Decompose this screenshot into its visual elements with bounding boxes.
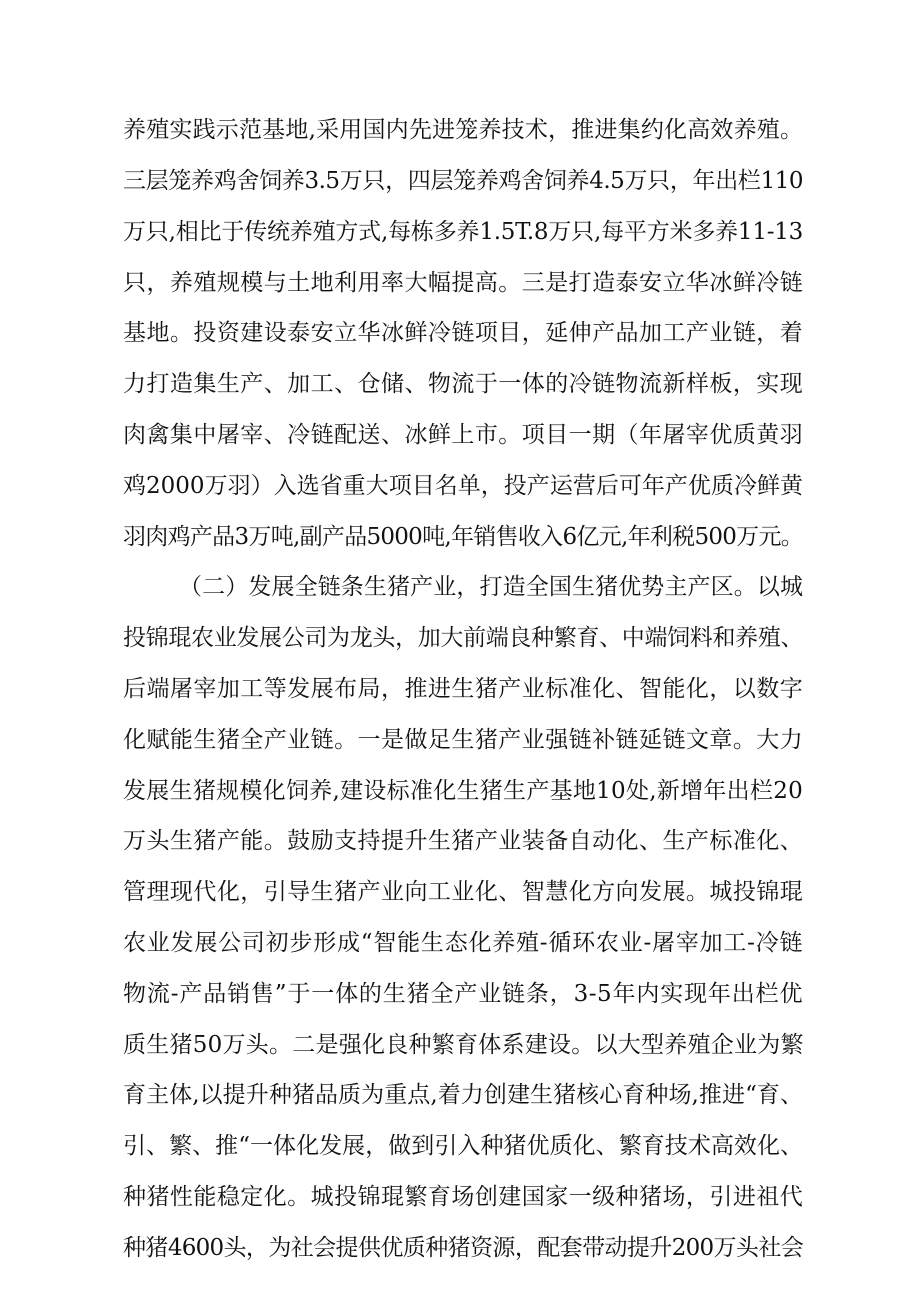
text-line: 基地。投资建设泰安立华冰鲜冷链项目，延伸产品加工产业链，着 xyxy=(123,320,803,346)
text-line: 养殖实践示范基地,采用国内先进笼养技术，推进集约化高效养殖。 xyxy=(123,117,803,143)
text-line: 种猪性能稳定化。城投锦琨繁育场创建国家一级种猪场，引进祖代 xyxy=(123,1184,803,1210)
text-line: 万只,相比于传统养殖方式,每栋多养1.5T.8万只,每平方米多养11-13 xyxy=(123,219,803,245)
section-heading-line: （二）发展全链条生猪产业，打造全国生猪优势主产区。以城 xyxy=(179,574,803,600)
text-line: 引、繁、推“一体化发展，做到引入种猪优质化、繁育技术高效化、 xyxy=(123,1133,803,1159)
text-line: 管理现代化，引导生猪产业向工业化、智慧化方向发展。城投锦琨 xyxy=(123,879,803,905)
text-line: 质生猪50万头。二是强化良种繁育体系建设。以大型养殖企业为繁 xyxy=(123,1032,804,1058)
text-line: 只，养殖规模与土地利用率大幅提高。三是打造泰安立华冰鲜冷链 xyxy=(123,270,803,296)
text-line: 种猪4600头，为社会提供优质种猪资源，配套带动提升200万头社会 xyxy=(123,1235,803,1261)
text-line: 羽肉鸡产品3万吨,副产品5000吨,年销售收入6亿元,年利税500万元。 xyxy=(123,524,803,550)
text-line: 育主体,以提升种猪品质为重点,着力创建生猪核心育种场,推进“育、 xyxy=(123,1082,803,1108)
text-line: 肉禽集中屠宰、冷链配送、冰鲜上市。项目一期（年屠宰优质黄羽 xyxy=(123,422,803,448)
text-line: 后端屠宰加工等发展布局，推进生猪产业标准化、智能化，以数字 xyxy=(123,676,803,702)
text-line: 三层笼养鸡舍饲养3.5万只，四层笼养鸡舍饲养4.5万只，年出栏110 xyxy=(123,168,803,194)
text-line: 发展生猪规模化饲养,建设标准化生猪生产基地10处,新增年出栏20 xyxy=(123,778,803,804)
text-line: 力打造集生产、加工、仓储、物流于一体的冷链物流新样板，实现 xyxy=(123,371,803,397)
text-line: 化赋能生猪全产业链。一是做足生猪产业强链补链延链文章。大力 xyxy=(123,727,803,753)
text-line: 农业发展公司初步形成“智能生态化养殖-循环农业-屠宰加工-冷链 xyxy=(123,930,803,956)
text-line: 物流-产品销售”于一体的生猪全产业链条，3-5年内实现年出栏优 xyxy=(123,981,803,1007)
text-line: 鸡2000万羽）入选省重大项目名单，投产运营后可年产优质冷鲜黄 xyxy=(123,473,803,499)
text-line: 万头生猪产能。鼓励支持提升生猪产业装备自动化、生产标准化、 xyxy=(123,828,803,854)
text-line: 投锦琨农业发展公司为龙头，加大前端良种繁育、中端饲料和养殖、 xyxy=(123,625,803,651)
